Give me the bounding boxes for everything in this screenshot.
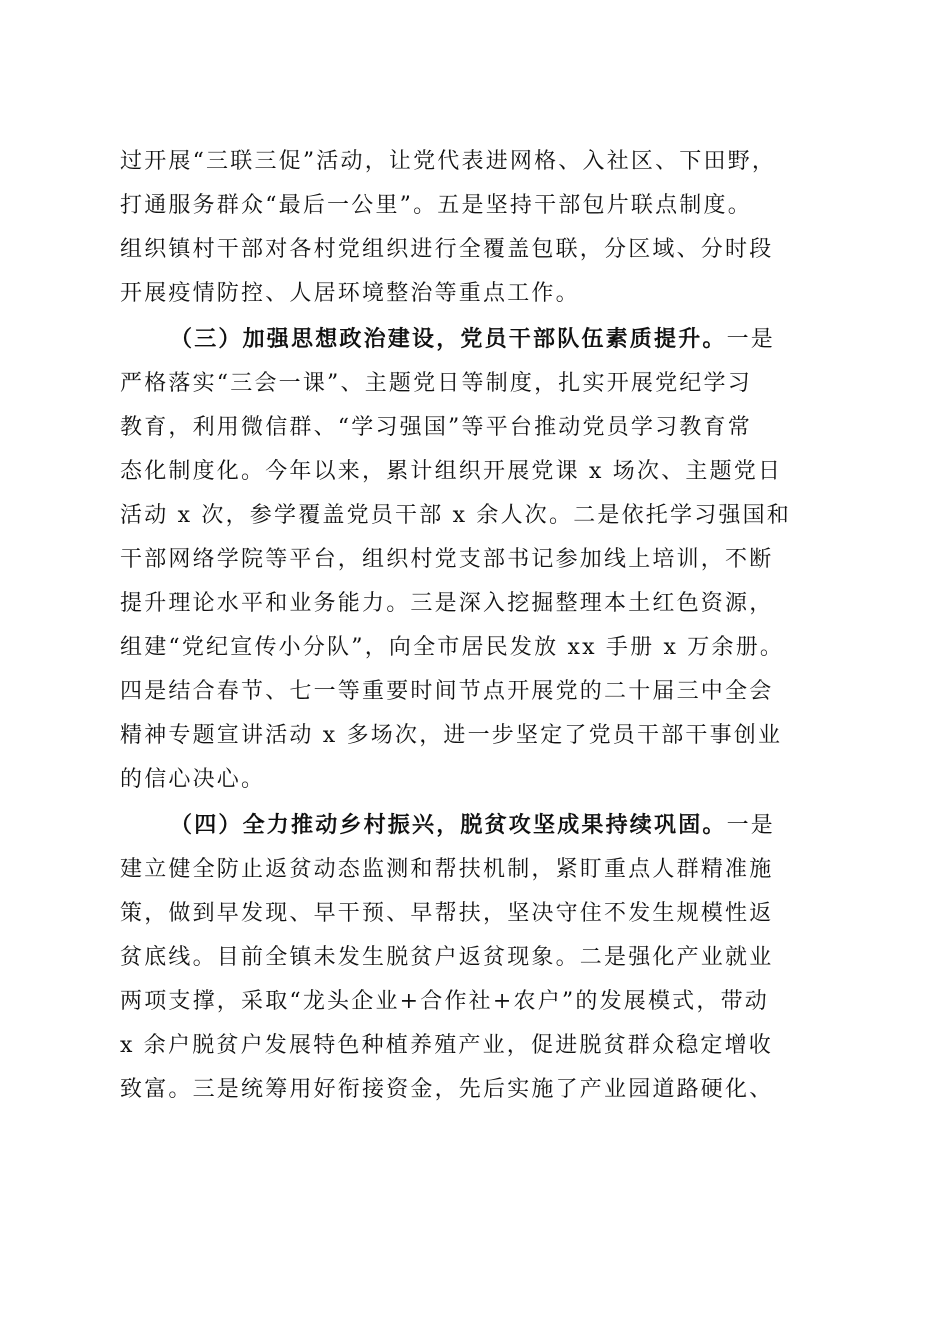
section-heading: （四）全力推动乡村振兴，脱贫攻坚成果持续巩固。 (170, 813, 727, 838)
section-heading-line (170, 804, 830, 848)
text-line: 干部网络学院等平台，组织村党支部书记参加线上培训，不断 (120, 547, 774, 572)
text-line: x 余户脱贫户发展特色种植养殖产业，促进脱贫群众稳定增收 (120, 1033, 774, 1058)
text-line: 的信心决心。 (120, 767, 266, 792)
text-line: 提升理论水平和业务能力。三是深入挖掘整理本土红色资源， (120, 591, 774, 616)
text-line: 致富。三是统筹用好衔接资金，先后实施了产业园道路硬化、 (120, 1077, 774, 1102)
text-line: 开展疫情防控、人居环境整治等重点工作。 (120, 281, 580, 306)
text-line: 严格落实“三会一课”、主题党日等制度，扎实开展党纪学习 (120, 371, 752, 396)
text-line: 四是结合春节、七一等重要时间节点开展党的二十届三中全会 (120, 679, 774, 704)
section-heading-line (170, 318, 830, 362)
text-line: 建立健全防止返贫动态监测和帮扶机制，紧盯重点人群精准施 (120, 857, 774, 882)
text-line: 教育，利用微信群、“学习强国”等平台推动党员学习教育常 (120, 415, 752, 440)
text-line: 活动 x 次，参学覆盖党员干部 x 余人次。二是依托学习强国和 (120, 503, 791, 528)
text-line: 贫底线。目前全镇未发生脱贫户返贫现象。二是强化产业就业 (120, 945, 774, 970)
text-line: 组织镇村干部对各村党组织进行全覆盖包联，分区域、分时段 (120, 237, 774, 262)
text-line: 过开展“三联三促”活动，让党代表进网格、入社区、下田野， (120, 149, 777, 174)
text-line: 组建“党纪宣传小分队”，向全市居民发放 xx 手册 x 万余册。 (120, 635, 785, 660)
text-line: 打通服务群众“最后一公里”。五是坚持干部包片联点制度。 (120, 193, 752, 218)
text-line: 精神专题宣讲活动 x 多场次，进一步坚定了党员干部干事创业 (120, 723, 783, 748)
text-line: 两项支撑，采取“龙头企业+合作社+农户”的发展模式，带动 (120, 989, 769, 1014)
text-line: 策，做到早发现、早干预、早帮扶，坚决守住不发生规模性返 (120, 901, 774, 926)
text-line: 态化制度化。今年以来，累计组织开展党课 x 场次、主题党日 (120, 459, 783, 484)
section-heading: （三）加强思想政治建设，党员干部队伍素质提升。 (170, 327, 727, 352)
text-fragment: 一是 (726, 813, 776, 838)
text-fragment: 一是 (726, 327, 776, 352)
